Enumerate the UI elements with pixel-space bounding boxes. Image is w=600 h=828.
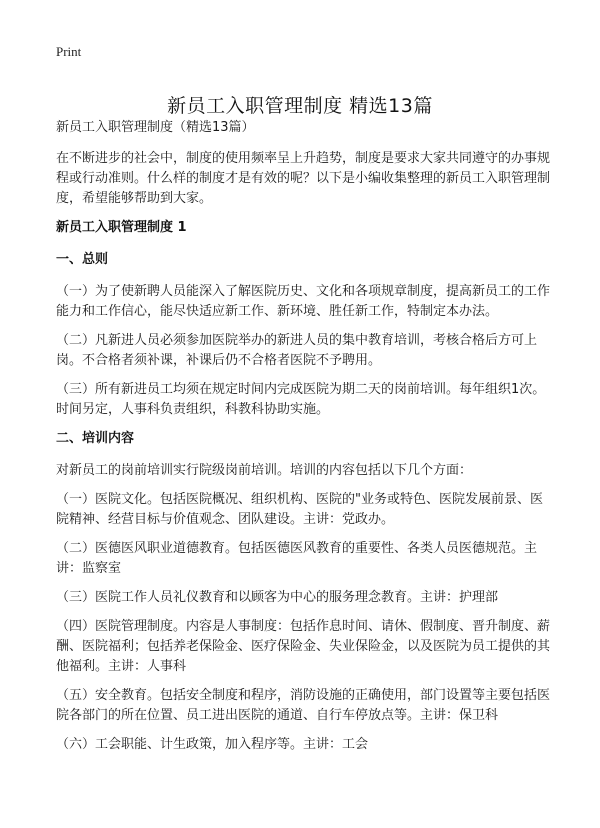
document-body [56, 118, 552, 764]
part1-heading: 一、总则 [56, 252, 109, 267]
part2-item: （六）工会职能、计生政策，加入程序等。主讲：工会 [56, 737, 369, 752]
part2-item: （一）医院文化。包括医院概况、组织机构、医院的"业务或特色、医院发展前景、医院精神、经营目标与价值观念、团队建设。主讲：党政办。 [56, 492, 543, 527]
document-subtitle: 新员工入职管理制度（精选13篇） [56, 120, 255, 135]
part1-item: （三）所有新进员工均须在规定时间内完成医院为期二天的岗前培训。每年组织1次。时间另定，人事科负责组织，科教科协助实施。 [56, 382, 546, 417]
part1-item: （二）凡新进人员必须参加医院举办的新进人员的集中教育培训，考核合格后方可上岗。不合格者须补课，补课后仍不合格者医院不予聘用。 [56, 333, 538, 368]
part2-heading: 二、培训内容 [56, 431, 135, 446]
part2-intro: 对新员工的岗前培训实行院级岗前培训。培训的内容包括以下几个方面： [56, 463, 473, 478]
part2-item: （三）医院工作人员礼仪教育和以顾客为中心的服务理念教育。主讲：护理部 [56, 590, 499, 605]
intro-paragraph: 在不断进步的社会中，制度的使用频率呈上升趋势，制度是要求大家共同遵守的办事规程或行动准则。什么样的制度才是有效的呢？以下是小编收集整理的新员工入职管理制度，希望能够帮助到大家。 [56, 151, 551, 206]
print-link[interactable]: Print [56, 44, 82, 59]
page-title: 新员工入职管理制度 精选13篇 [167, 94, 433, 117]
part2-item: （四）医院管理制度。内容是人事制度：包括作息时间、请休、假制度、晋升制度、薪酬、医院福利；包括养老保险金、医疗保险金、失业保险金，以及医院为员工提供的其他福利。主讲：人事科 [56, 619, 551, 674]
section-title: 新员工入职管理制度 1 [56, 220, 187, 235]
part2-item: （五）安全教育。包括安全制度和程序，消防设施的正确使用，部门设置等主要包括医院各部门的所在位置、员工进出医院的通道、自行车停放点等。主讲：保卫科 [56, 688, 551, 723]
part2-item: （二）医德医风职业道德教育。包括医德医风教育的重要性、各类人员医德规范。主讲：监察室 [56, 541, 538, 576]
part1-item: （一）为了使新聘人员能深入了解医院历史、文化和各项规章制度，提高新员工的工作能力和工作信心，能尽快适应新工作、新环境、胜任新工作，特制定本办法。 [56, 284, 551, 319]
